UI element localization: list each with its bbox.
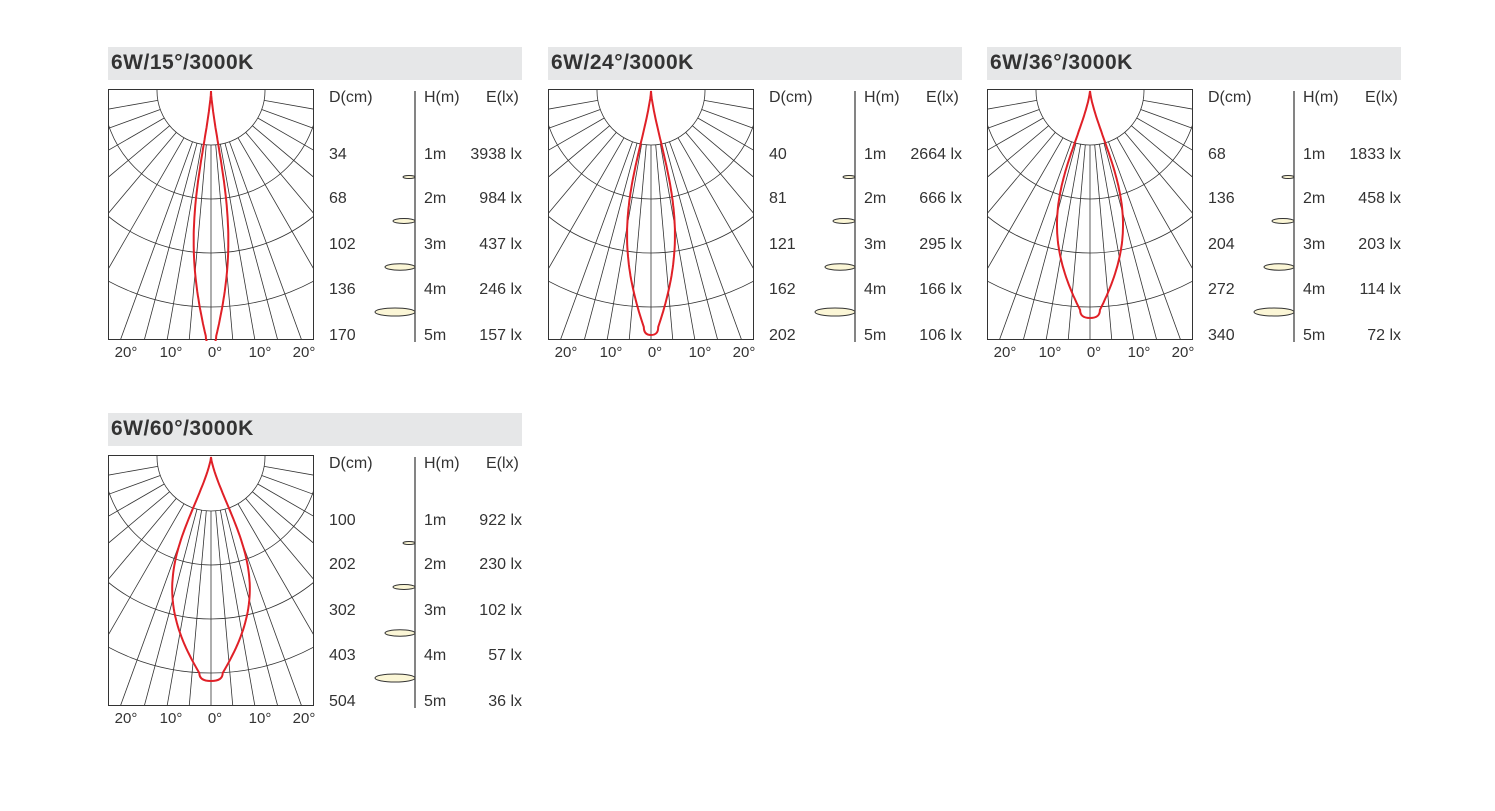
illuminance-value: 295 lx xyxy=(919,236,962,253)
height-value: 2m xyxy=(1303,190,1326,207)
spot-ellipse xyxy=(375,674,415,682)
grid-spoke xyxy=(264,466,314,526)
angle-label: 10° xyxy=(1127,344,1151,361)
grid-spoke xyxy=(252,492,314,707)
illuminance-value: 102 lx xyxy=(479,602,522,619)
distance-value: 136 xyxy=(329,281,356,298)
spot-ellipse xyxy=(833,219,855,224)
angle-label: 20° xyxy=(732,344,756,361)
spot-ellipse xyxy=(385,630,415,636)
distance-value: 68 xyxy=(1208,146,1226,163)
angle-label: 0° xyxy=(647,344,663,361)
panel-title: 6W/60°/3000K xyxy=(111,417,254,440)
illuminance-value: 157 lx xyxy=(479,327,522,344)
polar-diagram xyxy=(108,455,314,707)
angle-label: 20° xyxy=(292,710,316,727)
distance-value: 136 xyxy=(1208,190,1235,207)
angle-label: 10° xyxy=(248,344,272,361)
grid-spoke xyxy=(702,109,754,227)
illuminance-value: 230 lx xyxy=(479,556,522,573)
panel-60 xyxy=(108,413,522,743)
spot-diagram xyxy=(364,455,424,715)
header-distance: D(cm) xyxy=(329,89,373,106)
distance-value: 272 xyxy=(1208,281,1235,298)
angle-label: 10° xyxy=(248,710,272,727)
spot-ellipse xyxy=(403,176,415,179)
distance-value: 504 xyxy=(329,693,356,710)
header-illuminance: E(lx) xyxy=(1365,89,1398,106)
grid-spoke xyxy=(108,466,158,526)
grid-spoke xyxy=(108,132,176,341)
grid-spoke xyxy=(108,498,176,707)
angle-label: 20° xyxy=(1171,344,1195,361)
distance-value: 121 xyxy=(769,236,796,253)
grid-spoke xyxy=(108,109,160,227)
illuminance-value: 106 lx xyxy=(919,327,962,344)
spot-ellipse xyxy=(815,308,855,316)
spot-ellipse xyxy=(843,176,855,179)
height-value: 4m xyxy=(424,281,447,298)
height-value: 5m xyxy=(1303,327,1326,344)
distance-value: 202 xyxy=(769,327,796,344)
header-distance: D(cm) xyxy=(329,455,373,472)
panel-header xyxy=(108,47,522,80)
illuminance-value: 458 lx xyxy=(1358,190,1401,207)
spot-ellipse xyxy=(393,585,415,590)
distance-value: 162 xyxy=(769,281,796,298)
polar-diagram xyxy=(108,89,314,341)
distance-value: 170 xyxy=(329,327,356,344)
spot-diagram xyxy=(364,89,424,349)
panel-title: 6W/15°/3000K xyxy=(111,51,254,74)
grid-spoke xyxy=(252,126,314,341)
grid-spoke xyxy=(548,100,598,160)
grid-spoke xyxy=(1021,144,1081,341)
angle-label: 10° xyxy=(599,344,623,361)
illuminance-value: 203 lx xyxy=(1358,236,1401,253)
grid-spoke xyxy=(264,100,314,160)
distance-value: 340 xyxy=(1208,327,1235,344)
distance-value: 40 xyxy=(769,146,787,163)
height-value: 1m xyxy=(424,146,447,163)
grid-spoke xyxy=(220,144,280,341)
angle-label: 20° xyxy=(993,344,1017,361)
illuminance-value: 1833 lx xyxy=(1349,146,1401,163)
grid-spoke xyxy=(246,132,314,341)
height-value: 1m xyxy=(1303,146,1326,163)
grid-spoke xyxy=(987,100,1037,160)
angle-label: 0° xyxy=(207,344,223,361)
panel-36 xyxy=(987,47,1401,377)
panel-24 xyxy=(548,47,962,377)
spot-ellipse xyxy=(1282,176,1294,179)
panel-title: 6W/36°/3000K xyxy=(990,51,1133,74)
grid-spoke xyxy=(108,475,160,593)
height-value: 1m xyxy=(864,146,887,163)
grid-spoke xyxy=(220,510,280,707)
grid-spoke xyxy=(1131,126,1193,341)
spot-ellipse xyxy=(385,264,415,270)
grid-spoke xyxy=(1141,109,1193,227)
distance-value: 100 xyxy=(329,512,356,529)
distance-value: 403 xyxy=(329,647,356,664)
illuminance-value: 36 lx xyxy=(488,693,522,710)
panel-header xyxy=(548,47,962,80)
illuminance-value: 72 lx xyxy=(1367,327,1401,344)
height-value: 5m xyxy=(424,693,447,710)
spot-ellipse xyxy=(1254,308,1294,316)
header-height: H(m) xyxy=(424,89,460,106)
angle-label: 20° xyxy=(292,344,316,361)
header-distance: D(cm) xyxy=(769,89,813,106)
angle-label: 10° xyxy=(688,344,712,361)
grid-spoke xyxy=(108,126,170,341)
grid-spoke xyxy=(262,109,314,227)
angle-label: 20° xyxy=(114,710,138,727)
illuminance-value: 57 lx xyxy=(488,647,522,664)
distance-value: 68 xyxy=(329,190,347,207)
illuminance-value: 2664 lx xyxy=(910,146,962,163)
grid-spoke xyxy=(262,475,314,593)
grid-spoke xyxy=(1125,132,1193,341)
spot-ellipse xyxy=(403,542,415,545)
angle-label: 10° xyxy=(1038,344,1062,361)
grid-spoke xyxy=(108,492,170,707)
distance-value: 202 xyxy=(329,556,356,573)
illuminance-value: 114 lx xyxy=(1359,281,1401,298)
distance-value: 302 xyxy=(329,602,356,619)
polar-diagram xyxy=(548,89,754,341)
height-value: 2m xyxy=(424,190,447,207)
header-height: H(m) xyxy=(864,89,900,106)
angle-label: 20° xyxy=(114,344,138,361)
illuminance-value: 437 lx xyxy=(479,236,522,253)
illuminance-value: 922 lx xyxy=(479,512,522,529)
height-value: 5m xyxy=(424,327,447,344)
spot-diagram xyxy=(1243,89,1303,349)
illuminance-value: 666 lx xyxy=(919,190,962,207)
height-value: 3m xyxy=(1303,236,1326,253)
angle-label: 0° xyxy=(207,710,223,727)
grid-spoke xyxy=(660,144,720,341)
height-value: 1m xyxy=(424,512,447,529)
grid-spoke xyxy=(987,132,1055,341)
height-value: 5m xyxy=(864,327,887,344)
spot-ellipse xyxy=(825,264,855,270)
height-value: 2m xyxy=(864,190,887,207)
spot-ellipse xyxy=(393,219,415,224)
panel-header xyxy=(108,413,522,446)
grid-spoke xyxy=(108,100,158,160)
distance-value: 204 xyxy=(1208,236,1235,253)
illuminance-value: 984 lx xyxy=(479,190,522,207)
header-height: H(m) xyxy=(1303,89,1339,106)
grid-spoke xyxy=(704,100,754,160)
grid-spoke xyxy=(142,510,202,707)
spot-ellipse xyxy=(375,308,415,316)
header-distance: D(cm) xyxy=(1208,89,1252,106)
height-value: 2m xyxy=(424,556,447,573)
panel-title: 6W/24°/3000K xyxy=(551,51,694,74)
grid-spoke xyxy=(548,132,616,341)
height-value: 4m xyxy=(1303,281,1326,298)
grid-spoke xyxy=(1099,144,1159,341)
height-value: 4m xyxy=(424,647,447,664)
grid-spoke xyxy=(1143,100,1193,160)
angle-label: 20° xyxy=(554,344,578,361)
distance-value: 34 xyxy=(329,146,347,163)
illuminance-value: 166 lx xyxy=(919,281,962,298)
illuminance-value: 246 lx xyxy=(479,281,522,298)
grid-spoke xyxy=(686,132,754,341)
panel-header xyxy=(987,47,1401,80)
height-value: 3m xyxy=(424,236,447,253)
polar-diagram xyxy=(987,89,1193,341)
grid-spoke xyxy=(246,498,314,707)
height-value: 3m xyxy=(424,602,447,619)
spot-ellipse xyxy=(1272,219,1294,224)
illuminance-value: 3938 lx xyxy=(470,146,522,163)
spot-diagram xyxy=(804,89,864,349)
grid-spoke xyxy=(987,109,1039,227)
distance-value: 81 xyxy=(769,190,787,207)
header-illuminance: E(lx) xyxy=(486,89,519,106)
spot-ellipse xyxy=(1264,264,1294,270)
angle-label: 0° xyxy=(1086,344,1102,361)
header-illuminance: E(lx) xyxy=(486,455,519,472)
header-height: H(m) xyxy=(424,455,460,472)
grid-spoke xyxy=(582,144,642,341)
header-illuminance: E(lx) xyxy=(926,89,959,106)
grid-spoke xyxy=(142,144,202,341)
distance-value: 102 xyxy=(329,236,356,253)
angle-label: 10° xyxy=(159,710,183,727)
grid-spoke xyxy=(987,126,1049,341)
grid-spoke xyxy=(548,109,600,227)
height-value: 4m xyxy=(864,281,887,298)
angle-label: 10° xyxy=(159,344,183,361)
grid-spoke xyxy=(548,126,610,341)
height-value: 3m xyxy=(864,236,887,253)
grid-spoke xyxy=(692,126,754,341)
panel-15 xyxy=(108,47,522,377)
